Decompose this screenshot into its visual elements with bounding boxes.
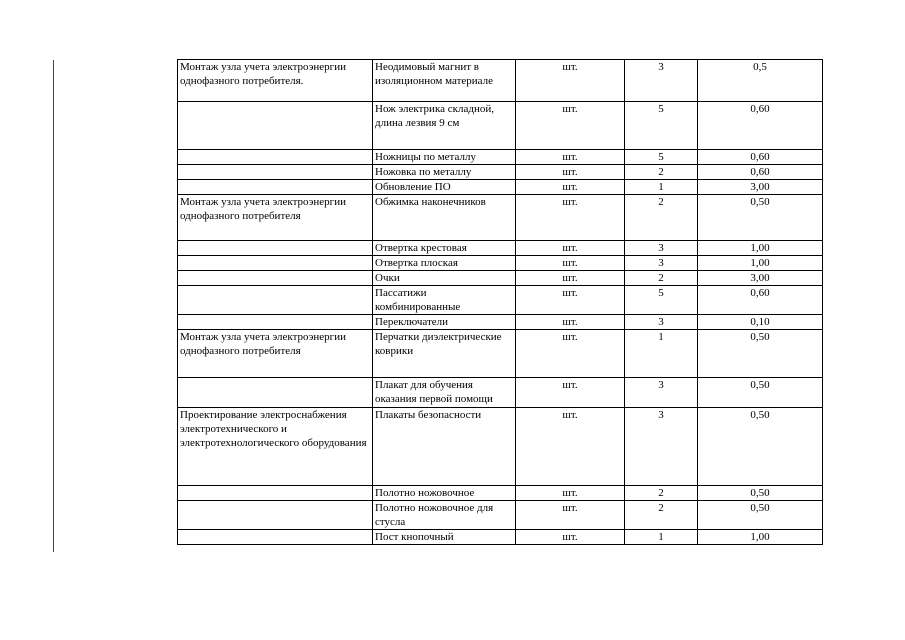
table-row xyxy=(178,60,823,102)
quantity-cell: 2 xyxy=(625,501,698,530)
unit-cell: шт. xyxy=(516,256,625,271)
item-name-cell: Перчатки диэлектрические коврики xyxy=(373,330,516,378)
table-row xyxy=(178,315,823,330)
price-cell: 3,00 xyxy=(698,271,823,286)
table-row xyxy=(178,150,823,165)
quantity-cell: 3 xyxy=(625,315,698,330)
price-cell: 0,60 xyxy=(698,150,823,165)
table-row xyxy=(178,180,823,195)
quantity-cell: 1 xyxy=(625,530,698,545)
work-type-cell xyxy=(178,241,373,256)
price-cell: 1,00 xyxy=(698,241,823,256)
quantity-cell: 5 xyxy=(625,286,698,315)
table-row xyxy=(178,241,823,256)
unit-cell: шт. xyxy=(516,271,625,286)
price-cell: 3,00 xyxy=(698,180,823,195)
item-name-cell: Нож электрика складной, длина лезвия 9 см xyxy=(373,102,516,150)
item-name-cell: Плакат для обучения оказания первой помощи xyxy=(373,378,516,408)
price-cell: 0,50 xyxy=(698,330,823,378)
unit-cell: шт. xyxy=(516,150,625,165)
price-cell: 1,00 xyxy=(698,256,823,271)
work-type-cell xyxy=(178,150,373,165)
unit-cell: шт. xyxy=(516,165,625,180)
work-type-cell xyxy=(178,180,373,195)
quantity-cell: 1 xyxy=(625,330,698,378)
unit-cell: шт. xyxy=(516,501,625,530)
table-row xyxy=(178,286,823,315)
item-name-cell: Обжимка наконечников xyxy=(373,195,516,241)
quantity-cell: 5 xyxy=(625,150,698,165)
item-name-cell: Неодимовый магнит в изоляционном материале xyxy=(373,60,516,102)
unit-cell: шт. xyxy=(516,60,625,102)
work-type-cell xyxy=(178,256,373,271)
quantity-cell: 3 xyxy=(625,241,698,256)
quantity-cell: 3 xyxy=(625,256,698,271)
quantity-cell: 1 xyxy=(625,180,698,195)
item-name-cell: Обновление ПО xyxy=(373,180,516,195)
item-name-cell: Ножницы по металлу xyxy=(373,150,516,165)
work-type-cell xyxy=(178,501,373,530)
work-type-cell xyxy=(178,530,373,545)
quantity-cell: 2 xyxy=(625,486,698,501)
quantity-cell: 5 xyxy=(625,102,698,150)
work-type-cell: Монтаж узла учета электроэнергии однофазного потребителя xyxy=(178,330,373,378)
quantity-cell: 3 xyxy=(625,378,698,408)
work-type-cell xyxy=(178,102,373,150)
table-row xyxy=(178,486,823,501)
unit-cell: шт. xyxy=(516,286,625,315)
price-cell: 0,50 xyxy=(698,486,823,501)
table-row xyxy=(178,330,823,378)
unit-cell: шт. xyxy=(516,486,625,501)
unit-cell: шт. xyxy=(516,241,625,256)
item-name-cell: Очки xyxy=(373,271,516,286)
quantity-cell: 3 xyxy=(625,60,698,102)
price-cell: 0,10 xyxy=(698,315,823,330)
table-row xyxy=(178,501,823,530)
price-cell: 1,00 xyxy=(698,530,823,545)
quantity-cell: 2 xyxy=(625,195,698,241)
table-row xyxy=(178,378,823,408)
unit-cell: шт. xyxy=(516,530,625,545)
price-cell: 0,5 xyxy=(698,60,823,102)
unit-cell: шт. xyxy=(516,408,625,486)
item-name-cell: Отвертка плоская xyxy=(373,256,516,271)
table-row xyxy=(178,530,823,545)
table-row xyxy=(178,408,823,486)
unit-cell: шт. xyxy=(516,330,625,378)
work-type-cell xyxy=(178,378,373,408)
table-row xyxy=(178,271,823,286)
item-name-cell: Пост кнопочный xyxy=(373,530,516,545)
price-cell: 0,60 xyxy=(698,102,823,150)
item-name-cell: Пассатижи комбинированные xyxy=(373,286,516,315)
price-cell: 0,60 xyxy=(698,165,823,180)
unit-cell: шт. xyxy=(516,180,625,195)
table-row xyxy=(178,256,823,271)
work-type-cell xyxy=(178,315,373,330)
unit-cell: шт. xyxy=(516,102,625,150)
item-name-cell: Переключатели xyxy=(373,315,516,330)
item-name-cell: Ножовка по металлу xyxy=(373,165,516,180)
unit-cell: шт. xyxy=(516,315,625,330)
work-type-cell xyxy=(178,165,373,180)
price-cell: 0,50 xyxy=(698,378,823,408)
work-type-cell: Проектирование электроснабжения электротехнического и электротехнологического оборудования xyxy=(178,408,373,486)
item-name-cell: Полотно ножовочное xyxy=(373,486,516,501)
work-type-cell xyxy=(178,271,373,286)
item-name-cell: Отвертка крестовая xyxy=(373,241,516,256)
price-cell: 0,50 xyxy=(698,195,823,241)
quantity-cell: 2 xyxy=(625,271,698,286)
table-row xyxy=(178,102,823,150)
price-cell: 0,60 xyxy=(698,286,823,315)
item-name-cell: Полотно ножовочное для стусла xyxy=(373,501,516,530)
work-type-cell xyxy=(178,286,373,315)
price-cell: 0,50 xyxy=(698,501,823,530)
item-name-cell: Плакаты безопасности xyxy=(373,408,516,486)
price-cell: 0,50 xyxy=(698,408,823,486)
table-row xyxy=(178,195,823,241)
unit-cell: шт. xyxy=(516,378,625,408)
equipment-table xyxy=(177,59,823,545)
quantity-cell: 3 xyxy=(625,408,698,486)
table-row xyxy=(178,165,823,180)
page-margin-line xyxy=(53,60,54,552)
work-type-cell xyxy=(178,486,373,501)
unit-cell: шт. xyxy=(516,195,625,241)
quantity-cell: 2 xyxy=(625,165,698,180)
work-type-cell: Монтаж узла учета электроэнергии однофазного потребителя. xyxy=(178,60,373,102)
equipment-table-body xyxy=(178,60,823,545)
work-type-cell: Монтаж узла учета электроэнергии однофазного потребителя xyxy=(178,195,373,241)
